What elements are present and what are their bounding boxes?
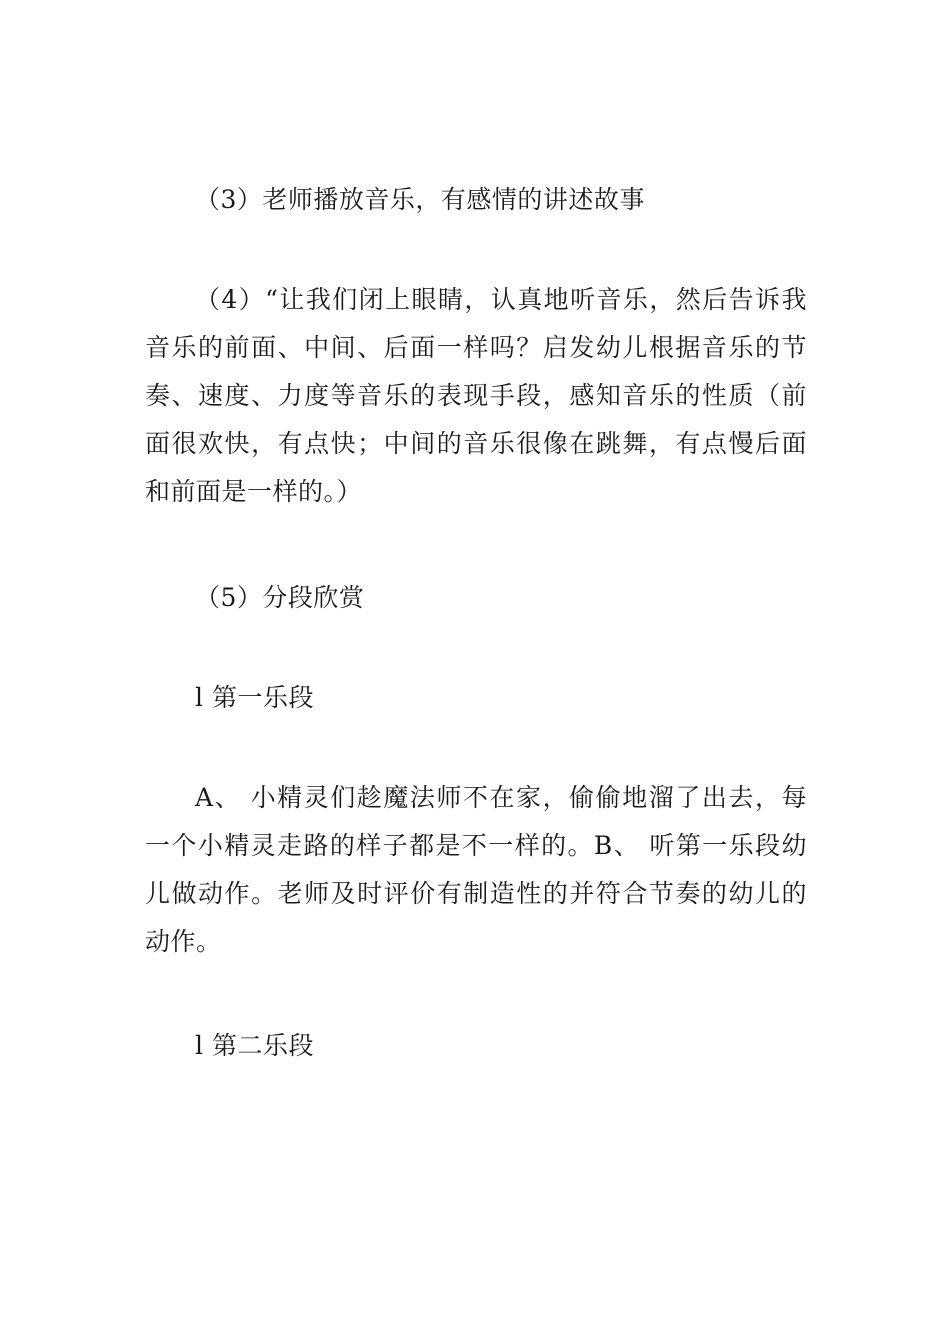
paragraph-step-4: （4）“让我们闭上眼睛，认真地听音乐，然后告诉我音乐的前面、中间、后面一样吗？启发幼儿根据音乐的节奏、速度、力度等音乐的表现手段，感知音乐的性质（前面很欢快，有点快；中间的音乐很像在跳舞，有点慢后面和前面是一样的。） (145, 285, 807, 506)
paragraph-step-5: （5）分段欣赏 (195, 583, 365, 612)
paragraph-step-3: （3）老师播放音乐，有感情的讲述故事 (195, 185, 645, 214)
paragraph-section-1-heading: l 第一乐段 (195, 683, 314, 712)
paragraph-section-2-heading: l 第二乐段 (195, 1031, 314, 1060)
paragraph-section-1-body: A、 小精灵们趁魔法师不在家，偷偷地溜了出去，每一个小精灵走路的样子都是不一样的。B、 听第一乐段幼儿做动作。老师及时评价有制造性的并符合节奏的幼儿的动作。 (145, 783, 807, 956)
